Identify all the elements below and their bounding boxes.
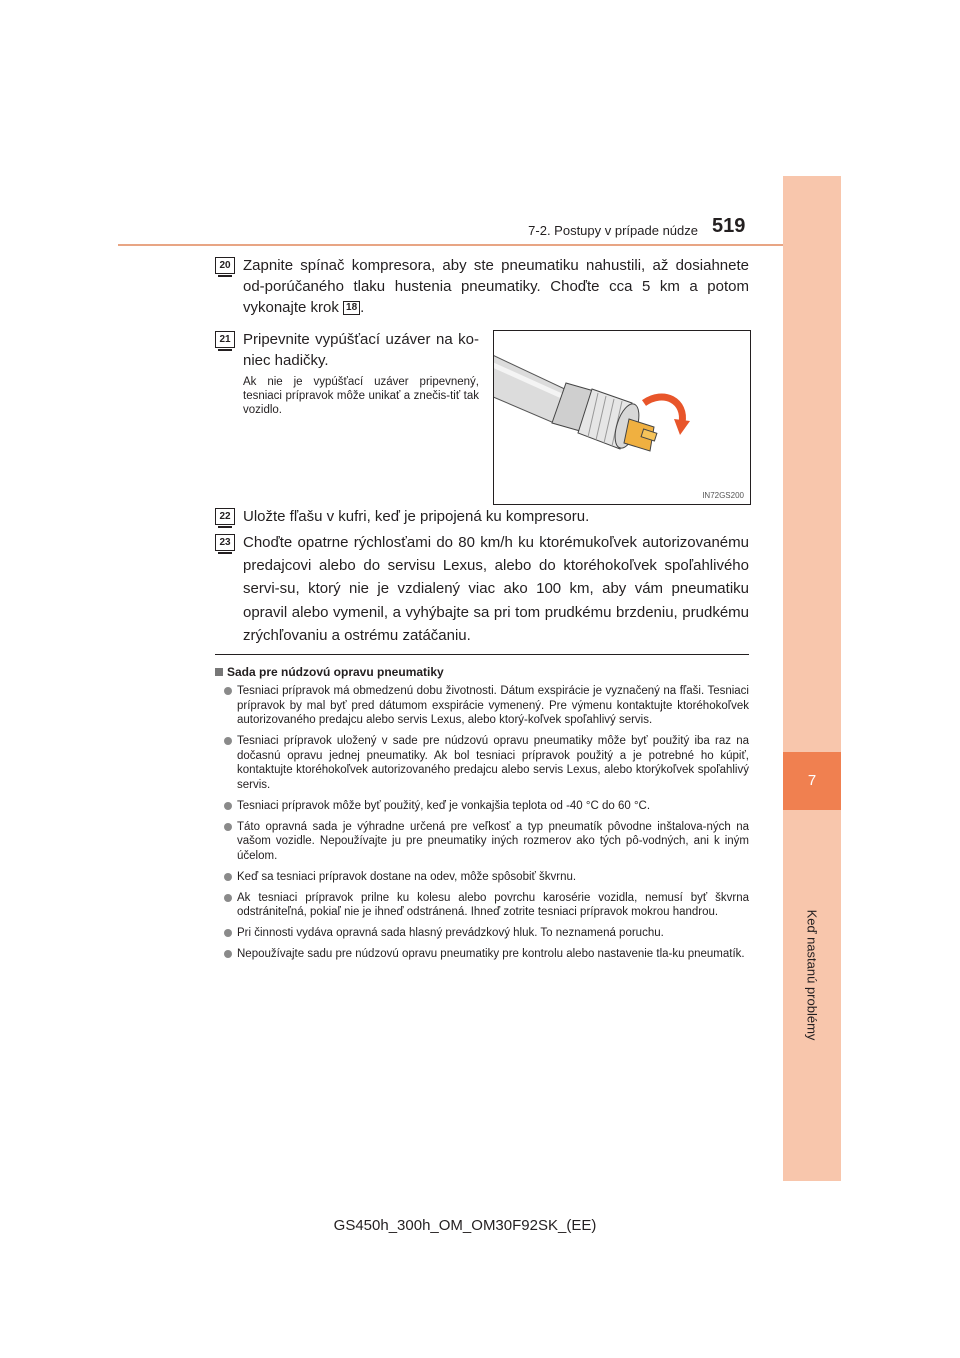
info-title bbox=[215, 665, 444, 679]
section-divider bbox=[215, 654, 749, 655]
step-23-text: Choďte opatrne rýchlosťami do 80 km/h ku ktorémukoľvek autorizovanému predajcovi alebo do servisu Lexus, alebo do ktoréhokoľvek spoľahlivého servi-su, ktorý nie je vzdialený viac ako 100 km, aby vám pneumatiku opravil alebo vymenil, a vyhýbajte sa pri tom prudkému brzdeniu, prudkému zrýchľovaniu a ostrému zatáčaniu. bbox=[243, 534, 749, 644]
circle-bullet-icon bbox=[224, 687, 232, 695]
circle-bullet-icon bbox=[224, 873, 232, 881]
info-bullet-text: Tesniaci prípravok uložený v sade pre núdzovú opravu pneumatiky môže byť použitý iba raz na dočasnú opravu jednej pneumatiky. Ak bol tesniaci prípravok použitý a je potrebné ho kúpiť, kontaktujte ktoréhokoľvek autorizovaného predajcu alebo servis Lexus, alebo ktorýkoľvek spoľahlivý servis. bbox=[237, 735, 749, 791]
info-bullet bbox=[222, 820, 749, 864]
info-title-text: Sada pre núdzovú opravu pneumatiky bbox=[227, 665, 444, 679]
info-bullet bbox=[222, 891, 749, 920]
header-rule bbox=[118, 244, 783, 246]
step-20-text bbox=[243, 255, 749, 318]
step-number-23: 23 bbox=[215, 534, 235, 551]
info-bullet-list bbox=[222, 684, 749, 968]
info-bullet-text: Keď sa tesniaci prípravok dostane na odev, môže spôsobiť škvrnu. bbox=[237, 870, 577, 883]
step-20-text-end: . bbox=[360, 299, 365, 316]
chapter-label: Keď nastanú problémy bbox=[804, 909, 820, 1041]
step-number-21: 21 bbox=[215, 331, 235, 348]
chapter-number: 7 bbox=[807, 772, 817, 789]
hose-cap-illustration bbox=[494, 331, 750, 504]
info-bullet bbox=[222, 926, 749, 941]
info-bullet bbox=[222, 734, 749, 792]
square-bullet-icon bbox=[215, 668, 223, 676]
step-number-20: 20 bbox=[215, 257, 235, 274]
circle-bullet-icon bbox=[224, 950, 232, 958]
page-number: 519 bbox=[712, 215, 746, 237]
step-21-text: Pripevnite vypúšťací uzáver na ko-niec hadičky. bbox=[243, 331, 479, 369]
circle-bullet-icon bbox=[224, 929, 232, 937]
step-ref-18: 18 bbox=[343, 301, 360, 315]
info-bullet-text: Pri činnosti vydáva opravná sada hlasný prevádzkový hluk. To neznamená poruchu. bbox=[237, 927, 664, 940]
footer-doc-id bbox=[0, 1217, 960, 1234]
circle-bullet-icon bbox=[224, 823, 232, 831]
info-bullet bbox=[222, 947, 749, 962]
chapter-number-box bbox=[783, 752, 841, 810]
info-bullet-text: Ak tesniaci prípravok prilne ku kolesu alebo povrchu karosérie vozidla, nemusí byť škvrna odstrániteľná, pokiaľ nie je ihneď odstránená. Ihneď zotrite tesniaci prípravok mokrou handrou. bbox=[237, 891, 749, 919]
header-section-title: 7-2. Postupy v prípade núdze bbox=[528, 223, 698, 238]
info-bullet bbox=[222, 684, 749, 728]
info-bullet-text: Tesniaci prípravok môže byť použitý, keď je vonkajšia teplota od -40 °C do 60 °C. bbox=[237, 799, 651, 812]
figure-code: IN72GS200 bbox=[702, 491, 744, 500]
step-number-22: 22 bbox=[215, 508, 235, 525]
info-bullet bbox=[222, 799, 749, 814]
info-bullet bbox=[222, 870, 749, 885]
step-22-text: Uložte fľašu v kufri, keď je pripojená ku kompresoru. bbox=[243, 508, 590, 525]
info-bullet-text: Tesniaci prípravok má obmedzenú dobu životnosti. Dátum exspirácie je vyznačený na fľaši. Tesniaci prípravok by mal byť pred dátumom exspirácie vymenený. Pre výmenu kontaktujte ktoréhokoľvek autorizovaného predajcu alebo servis Lexus, alebo ktorý-koľvek spoľahlivý servis. bbox=[237, 685, 749, 727]
illustration-cap-hose bbox=[493, 330, 751, 505]
circle-bullet-icon bbox=[224, 894, 232, 902]
circle-bullet-icon bbox=[224, 737, 232, 745]
info-bullet-text: Nepoužívajte sadu pre núdzovú opravu pneumatiky pre kontrolu alebo nastavenie tla-ku pneumatík. bbox=[237, 947, 745, 960]
circle-bullet-icon bbox=[224, 802, 232, 810]
footer-doc-id-text: GS450h_300h_OM_OM30F92SK_(EE) bbox=[333, 1217, 597, 1234]
info-bullet-text: Táto opravná sada je výhradne určená pre veľkosť a typ pneumatík pôvodne inštalova-ných na vašom vozidle. Nepoužívajte ju pre pneumatiky iných rozmerov ako tých pô-vodných, ani k iným účelom. bbox=[237, 820, 749, 862]
step-21-note: Ak nie je vypúšťací uzáver pripevnený, tesniaci prípravok môže unikať a znečis-tiť tak vozidlo. bbox=[243, 376, 479, 416]
step-20-text-main: Zapnite spínač kompresora, aby ste pneumatiku nahustili, až dosiahnete od-porúčaného tlaku hustenia pneumatiky. Choďte cca 5 km a potom vykonajte krok bbox=[243, 257, 749, 316]
